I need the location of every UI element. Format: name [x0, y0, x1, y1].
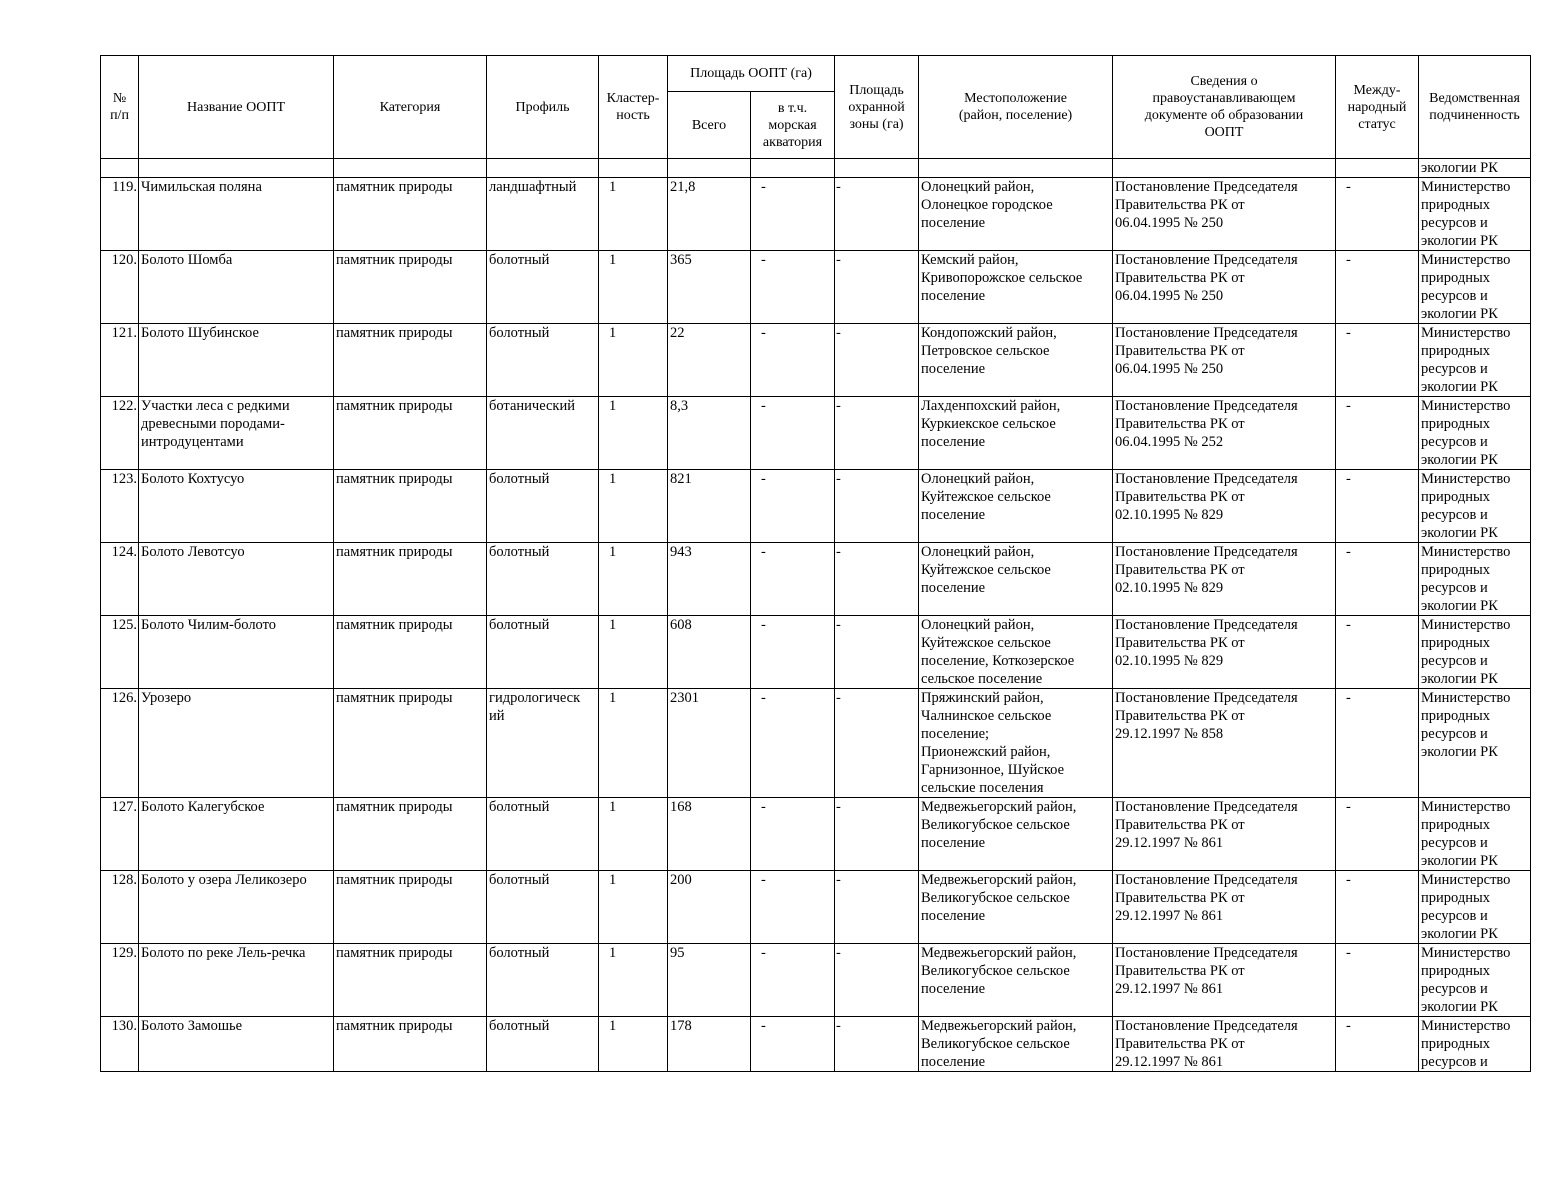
row-area: 365 [668, 251, 751, 324]
row-buffer: - [835, 1017, 919, 1072]
row-location: Медвежьегорский район, Великогубское сельское поселение [919, 798, 1113, 871]
row-intl: - [1336, 324, 1419, 397]
table-row [101, 324, 1531, 397]
row-buffer: - [835, 944, 919, 1017]
carryover-row [101, 159, 1531, 178]
row-location: Олонецкий район, Куйтежское сельское поселение [919, 470, 1113, 543]
row-intl: - [1336, 251, 1419, 324]
row-buffer: - [835, 616, 919, 689]
row-category: памятник природы [334, 944, 487, 1017]
row-area: 943 [668, 543, 751, 616]
row-intl: - [1336, 178, 1419, 251]
header-area-group: Площадь ООПТ (га) [668, 56, 835, 92]
row-document: Постановление Председателя Правительства РК от 29.12.1997 № 858 [1113, 689, 1336, 798]
row-marine: - [751, 871, 835, 944]
row-document: Постановление Председателя Правительства РК от 02.10.1995 № 829 [1113, 543, 1336, 616]
row-document: Постановление Председателя Правительства РК от 02.10.1995 № 829 [1113, 616, 1336, 689]
row-document: Постановление Председателя Правительства РК от 06.04.1995 № 250 [1113, 178, 1336, 251]
row-intl: - [1336, 1017, 1419, 1072]
table-row [101, 470, 1531, 543]
row-num: 130. [101, 1017, 139, 1072]
row-location: Кемский район, Кривопорожское сельское поселение [919, 251, 1113, 324]
row-num: 126. [101, 689, 139, 798]
row-num: 128. [101, 871, 139, 944]
row-area: 2301 [668, 689, 751, 798]
row-marine: - [751, 1017, 835, 1072]
row-num: 129. [101, 944, 139, 1017]
row-name: Болото Замошье [139, 1017, 334, 1072]
row-category: памятник природы [334, 1017, 487, 1072]
row-cluster: 1 [599, 689, 668, 798]
row-area: 168 [668, 798, 751, 871]
row-profile: болотный [487, 871, 599, 944]
row-cluster: 1 [599, 178, 668, 251]
table-row [101, 871, 1531, 944]
row-intl: - [1336, 470, 1419, 543]
row-dept: Министерство природных ресурсов и экологии РК [1419, 871, 1531, 944]
row-document: Постановление Председателя Правительства РК от 06.04.1995 № 252 [1113, 397, 1336, 470]
row-name: Болото Калегубское [139, 798, 334, 871]
row-document: Постановление Председателя Правительства РК от 06.04.1995 № 250 [1113, 324, 1336, 397]
row-cluster: 1 [599, 251, 668, 324]
row-profile: болотный [487, 251, 599, 324]
row-category: памятник природы [334, 798, 487, 871]
row-marine: - [751, 543, 835, 616]
row-buffer: - [835, 397, 919, 470]
row-num: 123. [101, 470, 139, 543]
row-dept: Министерство природных ресурсов и экологии РК [1419, 616, 1531, 689]
row-marine: - [751, 178, 835, 251]
row-document: Постановление Председателя Правительства РК от 29.12.1997 № 861 [1113, 944, 1336, 1017]
row-name: Болото Левотсуо [139, 543, 334, 616]
row-category: памятник природы [334, 689, 487, 798]
row-buffer: - [835, 324, 919, 397]
row-category: памятник природы [334, 178, 487, 251]
row-num: 120. [101, 251, 139, 324]
row-profile: болотный [487, 543, 599, 616]
row-num: 127. [101, 798, 139, 871]
row-area: 22 [668, 324, 751, 397]
row-area: 178 [668, 1017, 751, 1072]
row-marine: - [751, 616, 835, 689]
row-marine: - [751, 251, 835, 324]
row-marine: - [751, 798, 835, 871]
row-cluster: 1 [599, 616, 668, 689]
header-buffer: Площадь охранной зоны (га) [835, 56, 919, 159]
row-profile: болотный [487, 324, 599, 397]
row-category: памятник природы [334, 470, 487, 543]
row-buffer: - [835, 543, 919, 616]
row-area: 8,3 [668, 397, 751, 470]
row-marine: - [751, 689, 835, 798]
row-buffer: - [835, 470, 919, 543]
row-location: Кондопожский район, Петровское сельское поселение [919, 324, 1113, 397]
row-category: памятник природы [334, 324, 487, 397]
row-category: памятник природы [334, 251, 487, 324]
row-marine: - [751, 944, 835, 1017]
row-dept: Министерство природных ресурсов и экологии РК [1419, 397, 1531, 470]
row-location: Медвежьегорский район, Великогубское сельское поселение [919, 944, 1113, 1017]
header-name: Название ООПТ [139, 56, 334, 159]
row-area: 200 [668, 871, 751, 944]
row-profile: болотный [487, 470, 599, 543]
row-dept: Министерство природных ресурсов и экологии РК [1419, 543, 1531, 616]
row-intl: - [1336, 397, 1419, 470]
row-category: памятник природы [334, 616, 487, 689]
table-row [101, 944, 1531, 1017]
row-marine: - [751, 324, 835, 397]
row-marine: - [751, 470, 835, 543]
row-num: 124. [101, 543, 139, 616]
row-name: Болото по реке Лель-речка [139, 944, 334, 1017]
protected-areas-table [100, 55, 1531, 1072]
row-document: Постановление Председателя Правительства РК от 29.12.1997 № 861 [1113, 1017, 1336, 1072]
row-buffer: - [835, 798, 919, 871]
table-row [101, 616, 1531, 689]
row-num: 122. [101, 397, 139, 470]
row-area: 95 [668, 944, 751, 1017]
row-buffer: - [835, 871, 919, 944]
row-intl: - [1336, 798, 1419, 871]
row-intl: - [1336, 543, 1419, 616]
header-document: Сведения о правоустанавливающем документе об образовании ООПТ [1113, 56, 1336, 159]
table-row [101, 1017, 1531, 1072]
row-name: Чимильская поляна [139, 178, 334, 251]
row-cluster: 1 [599, 470, 668, 543]
row-cluster: 1 [599, 1017, 668, 1072]
row-location: Лахденпохский район, Куркиекское сельское поселение [919, 397, 1113, 470]
row-document: Постановление Председателя Правительства РК от 02.10.1995 № 829 [1113, 470, 1336, 543]
table-body [101, 159, 1531, 1072]
row-profile: ботанический [487, 397, 599, 470]
row-intl: - [1336, 689, 1419, 798]
table-row [101, 689, 1531, 798]
row-area: 608 [668, 616, 751, 689]
row-location: Олонецкий район, Куйтежское сельское поселение [919, 543, 1113, 616]
header-location: Местоположение (район, поселение) [919, 56, 1113, 159]
row-profile: ландшафтный [487, 178, 599, 251]
row-profile: гидрологическ ий [487, 689, 599, 798]
row-document: Постановление Председателя Правительства РК от 29.12.1997 № 861 [1113, 871, 1336, 944]
row-category: памятник природы [334, 397, 487, 470]
row-dept: Министерство природных ресурсов и экологии РК [1419, 470, 1531, 543]
row-dept: Министерство природных ресурсов и экологии РК [1419, 944, 1531, 1017]
header-intl: Между- народный статус [1336, 56, 1419, 159]
row-dept: Министерство природных ресурсов и экологии РК [1419, 798, 1531, 871]
header-area-total: Всего [668, 92, 751, 159]
row-cluster: 1 [599, 944, 668, 1017]
row-intl: - [1336, 616, 1419, 689]
row-location: Медвежьегорский район, Великогубское сельское поселение [919, 1017, 1113, 1072]
row-profile: болотный [487, 1017, 599, 1072]
row-category: памятник природы [334, 871, 487, 944]
row-intl: - [1336, 871, 1419, 944]
row-profile: болотный [487, 798, 599, 871]
carryover-dept: экологии РК [1419, 159, 1531, 178]
row-dept: Министерство природных ресурсов и экологии РК [1419, 251, 1531, 324]
row-location: Олонецкий район, Олонецкое городское поселение [919, 178, 1113, 251]
header-cluster: Кластер- ность [599, 56, 668, 159]
row-cluster: 1 [599, 871, 668, 944]
table-row [101, 397, 1531, 470]
header-category: Категория [334, 56, 487, 159]
row-area: 21,8 [668, 178, 751, 251]
header-area-marine: в т.ч. морская акватория [751, 92, 835, 159]
row-num: 125. [101, 616, 139, 689]
row-num: 119. [101, 178, 139, 251]
row-profile: болотный [487, 944, 599, 1017]
row-name: Болото у озера Леликозеро [139, 871, 334, 944]
row-document: Постановление Председателя Правительства РК от 06.04.1995 № 250 [1113, 251, 1336, 324]
table-row [101, 543, 1531, 616]
row-location: Медвежьегорский район, Великогубское сельское поселение [919, 871, 1113, 944]
row-buffer: - [835, 251, 919, 324]
row-name: Болото Шубинское [139, 324, 334, 397]
table-row [101, 798, 1531, 871]
row-profile: болотный [487, 616, 599, 689]
row-cluster: 1 [599, 324, 668, 397]
row-name: Болото Чилим-болото [139, 616, 334, 689]
header-dept: Ведомственная подчиненность [1419, 56, 1531, 159]
row-cluster: 1 [599, 543, 668, 616]
row-dept: Министерство природных ресурсов и экологии РК [1419, 324, 1531, 397]
row-dept: Министерство природных ресурсов и [1419, 1017, 1531, 1072]
row-category: памятник природы [334, 543, 487, 616]
row-area: 821 [668, 470, 751, 543]
row-document: Постановление Председателя Правительства РК от 29.12.1997 № 861 [1113, 798, 1336, 871]
row-marine: - [751, 397, 835, 470]
header-profile: Профиль [487, 56, 599, 159]
row-name: Болото Кохтусуо [139, 470, 334, 543]
row-location: Олонецкий район, Куйтежское сельское поселение, Коткозерское сельское поселение [919, 616, 1113, 689]
table-row [101, 251, 1531, 324]
row-location: Пряжинский район, Чалнинское сельское поселение; Прионежский район, Гарнизонное, Шуйское сельские поселения [919, 689, 1113, 798]
row-name: Урозеро [139, 689, 334, 798]
row-cluster: 1 [599, 397, 668, 470]
row-dept: Министерство природных ресурсов и экологии РК [1419, 178, 1531, 251]
row-dept: Министерство природных ресурсов и экологии РК [1419, 689, 1531, 798]
row-intl: - [1336, 944, 1419, 1017]
row-buffer: - [835, 178, 919, 251]
row-buffer: - [835, 689, 919, 798]
row-name: Болото Шомба [139, 251, 334, 324]
row-num: 121. [101, 324, 139, 397]
row-cluster: 1 [599, 798, 668, 871]
table-row [101, 178, 1531, 251]
header-num: № п/п [101, 56, 139, 159]
row-name: Участки леса с редкими древесными породами- интродуцентами [139, 397, 334, 470]
